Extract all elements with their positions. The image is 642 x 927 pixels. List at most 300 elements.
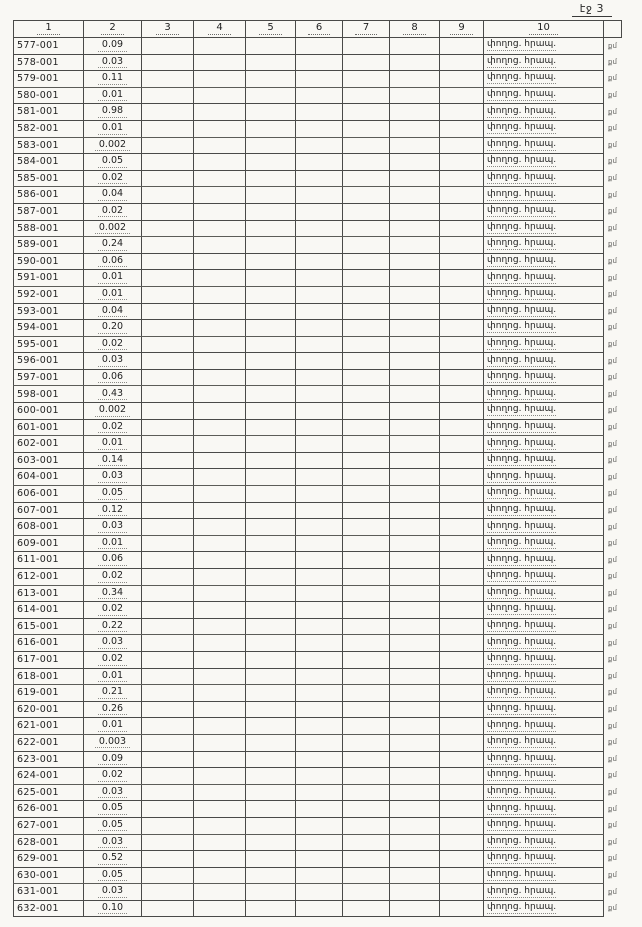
empty-cell [440,817,484,834]
empty-cell [390,38,440,55]
empty-cell [343,734,390,751]
column-header: 4 [194,21,246,38]
empty-cell [296,552,343,569]
column-header: 1 [14,21,84,38]
margin-mark: քմ [608,489,617,498]
table-row [14,734,622,751]
empty-cell [296,286,343,303]
empty-cell [390,187,440,204]
margin-mark: քմ [608,555,617,564]
row-desc-cell: փողոց. հրապ. [484,851,604,868]
empty-cell [390,834,440,851]
margin-mark: քմ [608,837,617,846]
empty-cell [194,270,246,287]
row-id-cell: 607-001 [14,502,84,519]
table-header-row [14,21,622,38]
empty-cell [142,303,194,320]
row-id-cell: 589-001 [14,237,84,254]
empty-cell [194,602,246,619]
table-row [14,784,622,801]
row-value-cell: 0.03 [84,353,142,370]
empty-cell [296,120,343,137]
empty-cell [440,535,484,552]
empty-cell [390,154,440,171]
row-value-cell: 0.01 [84,718,142,735]
row-desc-cell: փողոց. հրապ. [484,187,604,204]
empty-cell [142,220,194,237]
empty-cell [194,38,246,55]
empty-cell [440,87,484,104]
empty-cell [246,286,296,303]
row-id-cell: 590-001 [14,253,84,270]
empty-cell [390,751,440,768]
margin-mark: քմ [608,688,617,697]
empty-cell [246,486,296,503]
empty-cell [296,834,343,851]
table-row [14,502,622,519]
row-id-cell: 621-001 [14,718,84,735]
empty-cell [343,668,390,685]
row-desc-cell: փողոց. հրապ. [484,54,604,71]
empty-cell [246,38,296,55]
empty-cell [343,452,390,469]
empty-cell [343,137,390,154]
empty-cell [390,286,440,303]
empty-cell [142,751,194,768]
row-value-cell: 0.05 [84,867,142,884]
empty-cell [296,253,343,270]
margin-mark: քմ [608,904,617,913]
row-id-cell: 601-001 [14,419,84,436]
table-row [14,336,622,353]
empty-cell [440,834,484,851]
margin-mark: քմ [608,41,617,50]
empty-cell [390,253,440,270]
empty-cell [440,867,484,884]
empty-cell [246,851,296,868]
row-desc-cell: փողոց. հրապ. [484,519,604,536]
empty-cell [343,436,390,453]
empty-cell [343,569,390,586]
empty-cell [390,535,440,552]
row-id-cell: 622-001 [14,734,84,751]
empty-cell [296,734,343,751]
empty-cell [142,419,194,436]
empty-cell [246,602,296,619]
empty-cell [246,187,296,204]
row-id-cell: 608-001 [14,519,84,536]
empty-cell [390,817,440,834]
empty-cell [194,469,246,486]
row-id-cell: 584-001 [14,154,84,171]
row-value-cell: 0.05 [84,817,142,834]
empty-cell [296,867,343,884]
empty-cell [246,170,296,187]
empty-cell [440,403,484,420]
empty-cell [194,569,246,586]
row-id-cell: 581-001 [14,104,84,121]
row-id-cell: 586-001 [14,187,84,204]
empty-cell [440,751,484,768]
empty-cell [440,486,484,503]
empty-cell [343,154,390,171]
empty-cell [142,71,194,88]
empty-cell [194,701,246,718]
empty-cell [194,452,246,469]
empty-cell [343,502,390,519]
empty-cell [440,303,484,320]
row-value-cell: 0.06 [84,253,142,270]
row-value-cell: 0.09 [84,751,142,768]
empty-cell [142,203,194,220]
empty-cell [440,386,484,403]
column-header: 6 [296,21,343,38]
empty-cell [343,270,390,287]
row-value-cell: 0.01 [84,436,142,453]
empty-cell [246,734,296,751]
row-value-cell: 0.02 [84,419,142,436]
empty-cell [390,519,440,536]
margin-mark: քմ [608,223,617,232]
row-desc-cell: փողոց. հրապ. [484,286,604,303]
row-id-cell: 585-001 [14,170,84,187]
row-id-cell: 628-001 [14,834,84,851]
table-row [14,87,622,104]
table-row [14,154,622,171]
empty-cell [246,900,296,917]
empty-cell [296,801,343,818]
empty-cell [343,54,390,71]
empty-cell [440,369,484,386]
empty-cell [194,668,246,685]
empty-cell [296,104,343,121]
empty-cell [194,734,246,751]
empty-cell [246,203,296,220]
empty-cell [246,270,296,287]
row-value-cell: 0.09 [84,38,142,55]
empty-cell [246,502,296,519]
row-id-cell: 612-001 [14,569,84,586]
margin-mark: քմ [608,190,617,199]
row-desc-cell: փողոց. հրապ. [484,701,604,718]
empty-cell [390,87,440,104]
empty-cell [194,867,246,884]
empty-cell [194,286,246,303]
table-row [14,569,622,586]
empty-cell [194,237,246,254]
margin-mark: քմ [608,887,617,896]
empty-cell [142,884,194,901]
empty-cell [246,237,296,254]
row-desc-cell: փողոց. հրապ. [484,651,604,668]
margin-mark: քմ [608,572,617,581]
margin-mark: քմ [608,804,617,813]
empty-cell [246,253,296,270]
row-value-cell: 0.26 [84,701,142,718]
row-value-cell: 0.12 [84,502,142,519]
empty-cell [296,569,343,586]
margin-mark: քմ [608,306,617,315]
empty-cell [194,320,246,337]
row-desc-cell: փողոց. հրապ. [484,635,604,652]
row-value-cell: 0.02 [84,170,142,187]
empty-cell [390,552,440,569]
margin-mark: քմ [608,290,617,299]
empty-cell [246,834,296,851]
row-desc-cell: փողոց. հրապ. [484,419,604,436]
row-desc-cell: փողոց. հրապ. [484,253,604,270]
table-row [14,801,622,818]
empty-cell [194,884,246,901]
row-desc-cell: փողոց. հրապ. [484,137,604,154]
empty-cell [296,851,343,868]
table-row [14,817,622,834]
row-id-cell: 594-001 [14,320,84,337]
empty-cell [296,436,343,453]
margin-mark: քմ [608,339,617,348]
margin-mark: քմ [608,323,617,332]
table-row [14,38,622,55]
empty-cell [390,502,440,519]
empty-cell [246,137,296,154]
empty-cell [194,71,246,88]
empty-cell [142,87,194,104]
empty-cell [296,419,343,436]
row-desc-cell: փողոց. հրապ. [484,602,604,619]
empty-cell [296,54,343,71]
empty-cell [142,336,194,353]
row-id-cell: 583-001 [14,137,84,154]
empty-cell [246,120,296,137]
empty-cell [343,286,390,303]
row-desc-cell: փողոց. հրապ. [484,552,604,569]
row-desc-cell: փողոց. հրապ. [484,569,604,586]
empty-cell [296,320,343,337]
empty-cell [246,320,296,337]
empty-cell [343,867,390,884]
empty-cell [343,386,390,403]
empty-cell [142,602,194,619]
column-header: 10 [484,21,604,38]
row-value-cell: 0.02 [84,768,142,785]
empty-cell [296,602,343,619]
row-id-cell: 602-001 [14,436,84,453]
column-header: 8 [390,21,440,38]
column-header: 2 [84,21,142,38]
margin-mark: քմ [608,721,617,730]
empty-cell [194,386,246,403]
empty-cell [246,403,296,420]
empty-cell [343,336,390,353]
column-header: 5 [246,21,296,38]
empty-cell [343,71,390,88]
row-desc-cell: փողոց. հրապ. [484,353,604,370]
empty-cell [246,635,296,652]
empty-cell [440,768,484,785]
empty-cell [142,54,194,71]
empty-cell [390,635,440,652]
empty-cell [194,220,246,237]
empty-cell [246,569,296,586]
empty-cell [343,851,390,868]
empty-cell [343,170,390,187]
empty-cell [296,768,343,785]
empty-cell [296,900,343,917]
empty-cell [343,635,390,652]
empty-cell [246,336,296,353]
row-desc-cell: փողոց. հրապ. [484,154,604,171]
empty-cell [343,38,390,55]
empty-cell [142,519,194,536]
empty-cell [246,801,296,818]
empty-cell [440,585,484,602]
empty-cell [142,685,194,702]
table-row [14,685,622,702]
row-desc-cell: փողոց. հրապ. [484,900,604,917]
margin-mark: քմ [608,406,617,415]
table-row [14,519,622,536]
table-row [14,651,622,668]
empty-cell [343,353,390,370]
margin-mark: քմ [608,870,617,879]
row-id-cell: 579-001 [14,71,84,88]
empty-cell [440,120,484,137]
empty-cell [296,353,343,370]
row-value-cell: 0.11 [84,71,142,88]
empty-cell [296,635,343,652]
empty-cell [440,618,484,635]
empty-cell [246,220,296,237]
row-desc-cell: փողոց. հրապ. [484,71,604,88]
table-row [14,768,622,785]
empty-cell [246,585,296,602]
row-id-cell: 609-001 [14,535,84,552]
empty-cell [142,535,194,552]
margin-mark: քմ [608,588,617,597]
empty-cell [246,884,296,901]
empty-cell [390,71,440,88]
table-row [14,419,622,436]
row-value-cell: 0.02 [84,651,142,668]
empty-cell [440,668,484,685]
row-value-cell: 0.03 [84,635,142,652]
empty-cell [296,386,343,403]
row-value-cell: 0.02 [84,569,142,586]
margin-mark: քմ [608,788,617,797]
row-id-cell: 617-001 [14,651,84,668]
row-value-cell: 0.04 [84,187,142,204]
row-value-cell: 0.01 [84,270,142,287]
row-id-cell: 630-001 [14,867,84,884]
margin-mark: քմ [608,74,617,83]
table-row [14,834,622,851]
margin-mark: քմ [608,240,617,249]
margin-mark: քմ [608,140,617,149]
table-row [14,884,622,901]
table-row [14,602,622,619]
row-desc-cell: փողոց. հրապ. [484,867,604,884]
empty-cell [343,320,390,337]
row-value-cell: 0.01 [84,120,142,137]
empty-cell [390,320,440,337]
empty-cell [142,618,194,635]
row-id-cell: 587-001 [14,203,84,220]
table-row [14,635,622,652]
empty-cell [194,817,246,834]
empty-cell [246,651,296,668]
empty-cell [296,519,343,536]
empty-cell [142,436,194,453]
table-row [14,137,622,154]
empty-cell [142,900,194,917]
row-value-cell: 0.43 [84,386,142,403]
empty-cell [296,784,343,801]
row-value-cell: 0.04 [84,303,142,320]
empty-cell [390,801,440,818]
row-value-cell: 0.01 [84,668,142,685]
row-desc-cell: փողոց. հրապ. [484,718,604,735]
empty-cell [440,469,484,486]
table-row [14,187,622,204]
row-desc-cell: փողոց. հրապ. [484,585,604,602]
empty-cell [343,203,390,220]
empty-cell [390,784,440,801]
row-value-cell: 0.20 [84,320,142,337]
empty-cell [246,535,296,552]
empty-cell [194,851,246,868]
empty-cell [194,303,246,320]
empty-cell [142,834,194,851]
empty-cell [296,187,343,204]
row-id-cell: 614-001 [14,602,84,619]
empty-cell [296,203,343,220]
empty-cell [246,452,296,469]
empty-cell [343,120,390,137]
row-value-cell: 0.05 [84,801,142,818]
empty-cell [390,651,440,668]
row-value-cell: 0.10 [84,900,142,917]
table-row [14,54,622,71]
row-value-cell: 0.03 [84,784,142,801]
row-value-cell: 0.02 [84,203,142,220]
empty-cell [343,535,390,552]
row-id-cell: 598-001 [14,386,84,403]
empty-cell [440,419,484,436]
empty-cell [194,768,246,785]
empty-cell [390,54,440,71]
row-desc-cell: փողոց. հրապ. [484,237,604,254]
row-id-cell: 625-001 [14,784,84,801]
row-value-cell: 0.002 [84,137,142,154]
table-row [14,120,622,137]
row-desc-cell: փողոց. հրապ. [484,768,604,785]
empty-cell [343,618,390,635]
row-value-cell: 0.02 [84,336,142,353]
empty-cell [142,817,194,834]
margin-mark: քմ [608,771,617,780]
empty-cell [142,502,194,519]
row-id-cell: 626-001 [14,801,84,818]
empty-cell [142,801,194,818]
empty-cell [440,602,484,619]
empty-cell [440,784,484,801]
empty-cell [246,751,296,768]
empty-cell [296,884,343,901]
empty-cell [194,502,246,519]
table-row [14,701,622,718]
empty-cell [246,701,296,718]
empty-cell [246,718,296,735]
